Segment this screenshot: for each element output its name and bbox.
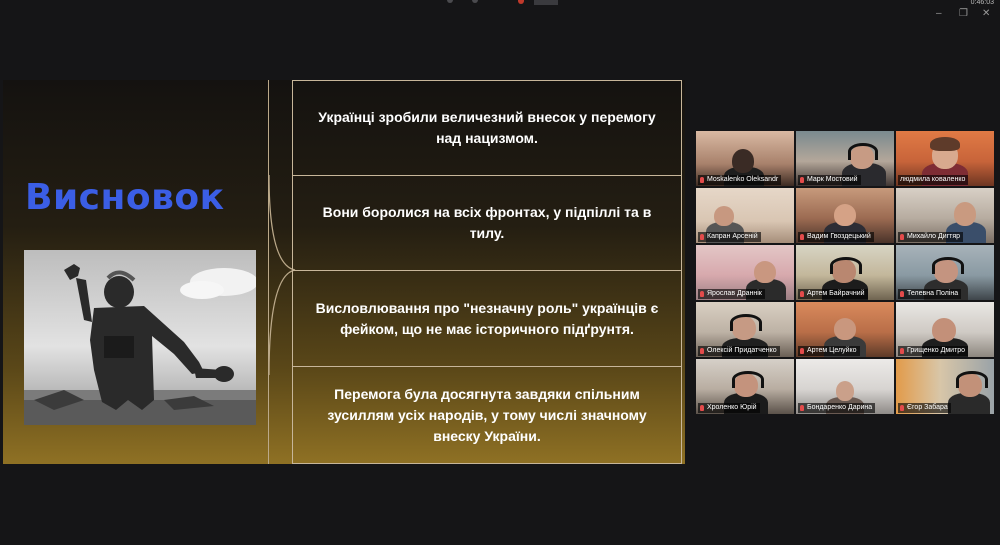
participant-name-label: Єгор Забара xyxy=(898,403,951,413)
participant-name-label: Хроленко Юрій xyxy=(698,403,760,413)
conclusion-panel-4: Перемога була досягнута завдяки спільним зусиллям усіх народів, у тому числі значному внеску України. xyxy=(292,366,682,464)
participant-name-label: людмила коваленко xyxy=(898,175,968,185)
meeting-timer: 0:46:03 xyxy=(970,0,994,6)
participant-tile[interactable] xyxy=(896,245,994,300)
muted-mic-icon xyxy=(900,348,904,354)
minimize-button[interactable]: – xyxy=(936,8,942,19)
participant-name-label: Ярослав Драннік xyxy=(698,289,765,299)
muted-mic-icon xyxy=(800,177,804,183)
participants-gallery xyxy=(696,131,994,411)
participant-name-label: Телевна Поліна xyxy=(898,289,961,299)
participant-name-label: Марк Мостовий xyxy=(798,175,861,185)
meeting-topbar xyxy=(0,0,1000,26)
participant-tile[interactable] xyxy=(796,359,894,414)
participant-name-label: Артем Байрачний xyxy=(798,289,868,299)
muted-mic-icon xyxy=(900,291,904,297)
top-indicator-dot xyxy=(472,0,478,3)
participant-tile[interactable] xyxy=(796,302,894,357)
close-button[interactable]: ✕ xyxy=(982,8,991,19)
muted-mic-icon xyxy=(700,348,704,354)
participant-tile[interactable] xyxy=(696,188,794,243)
participant-tile[interactable] xyxy=(896,131,994,186)
muted-mic-icon xyxy=(800,234,804,240)
meeting-controls-button[interactable] xyxy=(534,0,558,5)
muted-mic-icon xyxy=(700,234,704,240)
participant-name-label: Вадим Гвоздецький xyxy=(798,232,874,242)
participant-name-label: Михайло Дигтяр xyxy=(898,232,963,242)
participant-tile[interactable] xyxy=(896,302,994,357)
muted-mic-icon xyxy=(700,405,704,411)
participant-tile[interactable] xyxy=(696,359,794,414)
participant-tile[interactable] xyxy=(796,131,894,186)
muted-mic-icon xyxy=(700,177,704,183)
participant-name-label: Бондаренко Дарина xyxy=(798,403,875,413)
restore-button[interactable]: ❐ xyxy=(959,8,968,19)
participant-name-label: Грищенко Дмитро xyxy=(898,346,968,356)
recording-indicator-icon xyxy=(518,0,524,4)
participant-tile[interactable] xyxy=(896,188,994,243)
muted-mic-icon xyxy=(900,234,904,240)
participant-tile-active-speaker[interactable] xyxy=(796,245,894,300)
soldier-photo xyxy=(24,250,256,425)
muted-mic-icon xyxy=(800,291,804,297)
participant-name-label: Олексій Придатченко xyxy=(698,346,780,356)
participant-tile[interactable] xyxy=(696,245,794,300)
muted-mic-icon xyxy=(800,405,804,411)
participant-tile[interactable] xyxy=(796,188,894,243)
top-indicator-dot xyxy=(447,0,453,3)
shared-presentation-slide xyxy=(3,80,685,464)
participant-tile[interactable] xyxy=(896,359,994,414)
muted-mic-icon xyxy=(700,291,704,297)
conclusion-panel-2: Вони боролися на всіх фронтах, у підпіллі та в тилу. xyxy=(292,175,682,271)
conclusion-panel-3: Висловлювання про "незначну роль" українців є фейком, що не має історичного підґрунтя. xyxy=(292,270,682,367)
participant-name-label: Капран Арсеній xyxy=(698,232,761,242)
slide-title: Висновок xyxy=(25,177,225,218)
conclusion-panel-1: Українці зробили величезний внесок у перемогу над нацизмом. xyxy=(292,80,682,176)
muted-mic-icon xyxy=(800,348,804,354)
muted-mic-icon xyxy=(900,405,904,411)
participant-tile[interactable] xyxy=(696,131,794,186)
participant-tile[interactable] xyxy=(696,302,794,357)
participant-name-label: Moskalenko Oleksandr xyxy=(698,175,781,185)
participant-name-label: Артем Целуйко xyxy=(798,346,860,356)
